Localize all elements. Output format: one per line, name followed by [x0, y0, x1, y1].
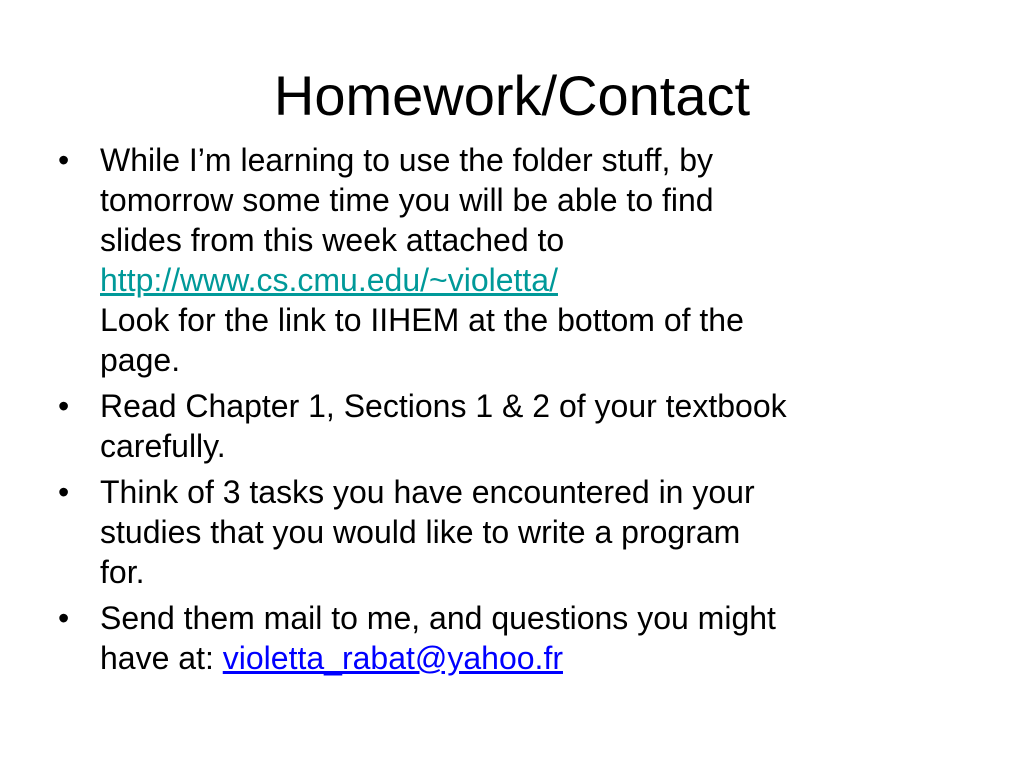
- bullet-1-line-2: tomorrow some time you will be able to find: [100, 182, 714, 218]
- bullet-item-3: [58, 472, 978, 592]
- bullet-1-line-1: While I’m learning to use the folder stuff, by: [100, 142, 714, 178]
- bullet-item-4: [58, 598, 978, 678]
- bullet-item-1: [58, 140, 978, 380]
- bullet-3-line-1: Think of 3 tasks you have encountered in your: [100, 474, 755, 510]
- bullet-4-line-1: Send them mail to me, and questions you might: [100, 600, 776, 636]
- bullet-1-line-3: slides from this week attached to: [100, 222, 565, 258]
- bullet-3-line-2: studies that you would like to write a program: [100, 514, 741, 550]
- bullet-1-line-5: Look for the link to IIHEM at the bottom of the: [100, 302, 744, 338]
- bullet-2-line-2: carefully.: [100, 428, 226, 464]
- bullet-icon: •: [58, 388, 70, 424]
- bullet-item-2: [58, 386, 978, 466]
- bullet-icon: •: [58, 600, 70, 636]
- course-link[interactable]: http://www.cs.cmu.edu/~violetta/: [100, 262, 558, 298]
- bullet-4-line-2: [100, 638, 978, 678]
- bullet-1-line-6: page.: [100, 342, 181, 378]
- email-prefix: have at:: [100, 640, 223, 676]
- bullet-3-line-3: for.: [100, 554, 145, 590]
- email-link[interactable]: violetta_rabat@yahoo.fr: [222, 640, 563, 676]
- bullet-icon: •: [58, 474, 70, 510]
- bullet-icon: •: [58, 142, 70, 178]
- slide-title: Homework/Contact: [273, 64, 751, 127]
- bullet-2-line-1: Read Chapter 1, Sections 1 & 2 of your textbook: [100, 388, 787, 424]
- bullet-list: [58, 140, 978, 684]
